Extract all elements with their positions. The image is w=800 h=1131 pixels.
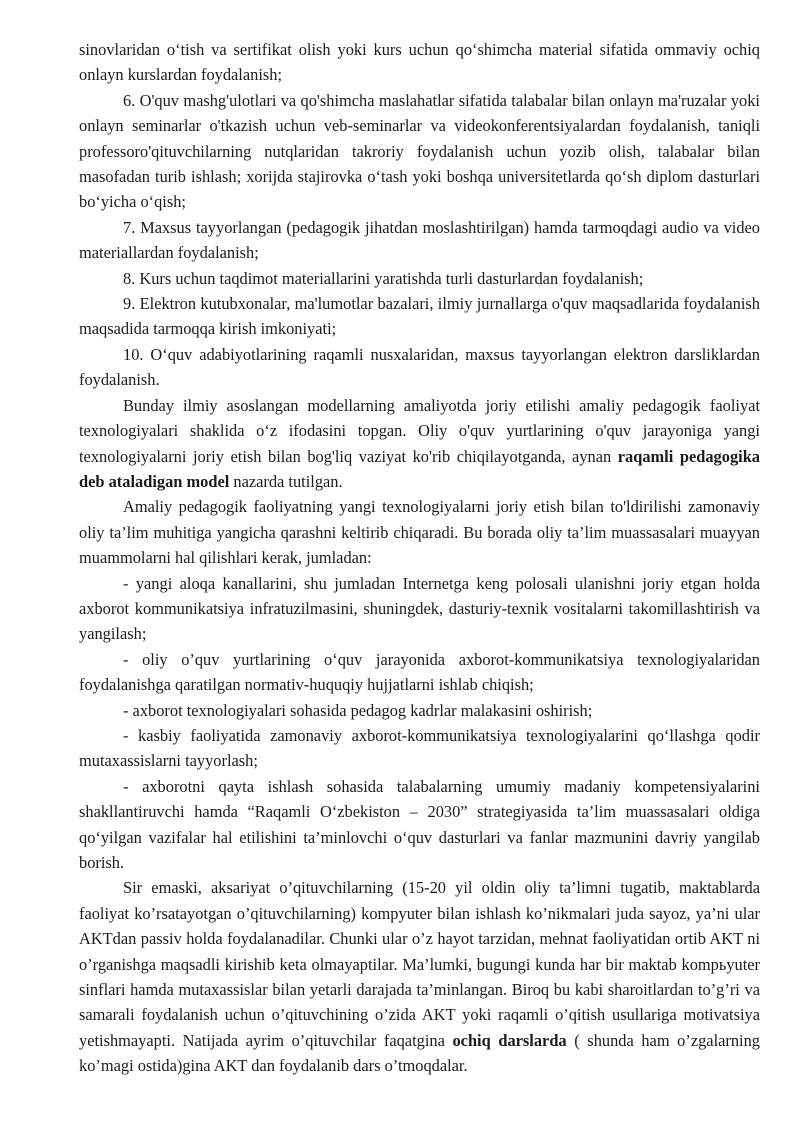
paragraph-task-1: - yangi aloqa kanallarini, shu jumladan Internetga keng polosali ulanishni joriy etgan holda axborot kommunikatsiya infratuzilmasini, shuningdek, dasturiy-texnik vositalarni takomillashtirish va yangilash; <box>79 573 760 644</box>
bold-term: ochiq darslarda <box>452 1030 567 1050</box>
paragraph-digital-pedagogy <box>79 393 760 495</box>
paragraph-item-9: 9. Elektron kutubxonalar, ma'lumotlar bazalari, ilmiy jurnallarga o'quv maqsadlarida foydalanish maqsadida tarmoqqa kirish imkoniyati; <box>79 294 760 339</box>
paragraph-item-8: 8. Kurs uchun taqdimot materiallarini yaratishda turli dasturlardan foydalanish; <box>123 268 644 288</box>
text-run: Bunday ilmiy asoslangan modellarning amaliyotda joriy etilishi amaliy pedagogik faoliyat texnologiyalari shaklida o‘z ifodasini topgan. Oliy o'quv yurtlarining o'quv jarayoniga yangi texnologiyalarni joriy etish bilan bog'liq vaziyat ko'rib chiqilayotganda, aynan <box>79 395 760 466</box>
paragraph-intro-continuation: sinovlaridan o‘tish va sertifikat olish yoki kurs uchun qo‘shimcha material sifatida ommaviy ochiq onlayn kurslardan foydalanish; <box>79 40 760 85</box>
paragraph-task-2: - oliy o’quv yurtlarining o‘quv jarayonida axborot-kommunikatsiya texnologiyalaridan foydalanishga qaratilgan normativ-huquqiy hujjatlarni ishlab chiqish; <box>79 649 760 695</box>
text-run: nazarda tutilgan. <box>229 471 343 491</box>
text-run: Sir emaski, aksariyat o’qituvchilarning (15-20 yil oldin oliy ta’limni tugatib, maktablarda faoliyat ko’rsatayotgan o’qituvchilarning) kompyuter bilan ishlash ko’nikmalari juda sayoz, ya’ni ular AKTdan passiv holda foydalanadilar. Chunki ular o’z hayot tarzidan, mehnat faoliyatidan ortib AKT ni o’rganishga maqsadli kirishib keta olmayaptilar. Ma’lumki, bugungi kunda har bir maktab kompьyuter sinflari hamda mutaxassislar bilan yetarli darajada ta’minlangan. Biroq bu kabi sharoitlardan to’g’ri va samarali foydalanish uchun o’qituvchining o’zida AKT yoki raqamli o’qitish usullariga motivatsiya yetishmayapti. Natijada ayrim o’qituvchilar faqatgina <box>79 878 760 1050</box>
paragraph-task-5: - axborotni qayta ishlash sohasida talabalarning umumiy madaniy kompetensiyalarini shakllantiruvchi hamda “Raqamli O‘zbekiston – 2030” strategiyasida ta’lim muassasalari oldiga qo‘yilgan vazifalar hal etilishini ta’minlovchi o‘quv dasturlari va fanlar mazmunini davriy yangilab borish. <box>79 776 760 872</box>
paragraph-task-4: - kasbiy faoliyatida zamonaviy axborot-kommunikatsiya texnologiyalarini qo‘llashga qodir mutaxassislarni tayyorlash; <box>79 725 760 771</box>
paragraph-tasks-intro: Amaliy pedagogik faoliyatning yangi texnologiyalarni joriy etish bilan to'ldirilishi zamonaviy oliy ta’lim muhitiga yangicha qarashni keltirib chiqaradi. Bu borada oliy ta’lim muassasalari muayyan muammolarni hal qilishlari kerak, jumladan: <box>79 497 760 568</box>
text-run: ( shunda ham o’zgalarning ko’magi ostida)gina AKT dan foydalanib dars o’tmoqdalar. <box>79 1030 761 1076</box>
paragraph-item-7: 7. Maxsus tayyorlangan (pedagogik jihatdan moslashtirilgan) hamda tarmoqdagi audio va video materiallardan foydalanish; <box>79 217 760 263</box>
paragraph-item-10: 10. O‘quv adabiyotlarining raqamli nusxalaridan, maxsus tayyorlangan elektron darsliklardan foydalanish. <box>79 344 760 390</box>
bold-term: raqamli pedagogika deb ataladigan model <box>79 446 761 491</box>
paragraph-teachers <box>79 875 760 1078</box>
paragraph-item-6: 6. O'quv mashg'ulotlari va qo'shimcha maslahatlar sifatida talabalar bilan onlayn ma'ruzalar yoki onlayn seminarlar o'tkazish uchun veb-seminarlar va videokonferentsiyalardan foydalanish, taniqli professoro'qituvchilarning nutqlaridan takroriy foydalanish uchun yozib olish, talabalar bilan masofadan turib ishlash; xorijda stajirovka o‘tash yoki boshqa universitetlarda qo‘sh diplom dasturlari bo‘yicha o‘qish; <box>79 90 760 212</box>
paragraph-task-3: - axborot texnologiyalari sohasida pedagog kadrlar malakasini oshirish; <box>123 700 593 720</box>
